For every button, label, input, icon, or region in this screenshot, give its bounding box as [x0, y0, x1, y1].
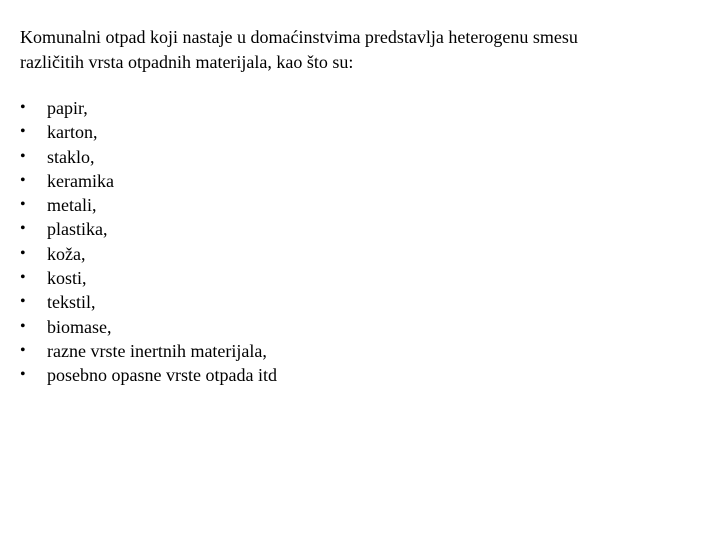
bullet-icon: • [20, 171, 26, 189]
list-item [20, 96, 277, 120]
list-item [20, 315, 277, 339]
list-item-label: metali, [47, 195, 97, 216]
list-item-label: karton, [47, 122, 98, 143]
list-item-label: biomase, [47, 316, 112, 337]
bullet-icon: • [20, 196, 26, 214]
list-item-label: plastika, [47, 219, 108, 240]
list-item-label: kosti, [47, 268, 87, 289]
bullet-icon: • [20, 317, 26, 335]
bullet-icon: • [20, 269, 26, 287]
intro-paragraph [20, 25, 700, 75]
list-item-label: papir, [47, 98, 88, 118]
list-item [20, 145, 277, 169]
intro-line-2: različitih vrsta otpadnih materijala, kao što su: [20, 52, 354, 72]
list-item [20, 193, 277, 217]
bullet-icon: • [20, 147, 26, 165]
bullet-icon: • [20, 341, 26, 359]
list-item-label: posebno opasne vrste otpada itd [47, 365, 277, 386]
bullet-icon: • [20, 293, 26, 311]
list-item [20, 363, 277, 387]
list-item [20, 217, 277, 241]
list-item-label: tekstil, [47, 292, 96, 313]
waste-types-list [20, 96, 277, 388]
list-item-label: staklo, [47, 146, 95, 167]
bullet-icon: • [20, 366, 26, 384]
list-item [20, 290, 277, 314]
list-item [20, 169, 277, 193]
bullet-icon: • [20, 244, 26, 262]
list-item-label: koža, [47, 243, 86, 264]
bullet-icon: • [20, 123, 26, 141]
bullet-icon: • [20, 220, 26, 238]
list-item [20, 339, 277, 363]
intro-line-1: Komunalni otpad koji nastaje u domaćinstvima predstavlja heterogenu smesu [20, 27, 578, 47]
list-item-label: keramika [47, 170, 114, 191]
bullet-icon: • [20, 99, 26, 116]
list-item [20, 242, 277, 266]
list-item [20, 266, 277, 290]
list-item [20, 120, 277, 144]
list-item-label: razne vrste inertnih materijala, [47, 340, 267, 361]
